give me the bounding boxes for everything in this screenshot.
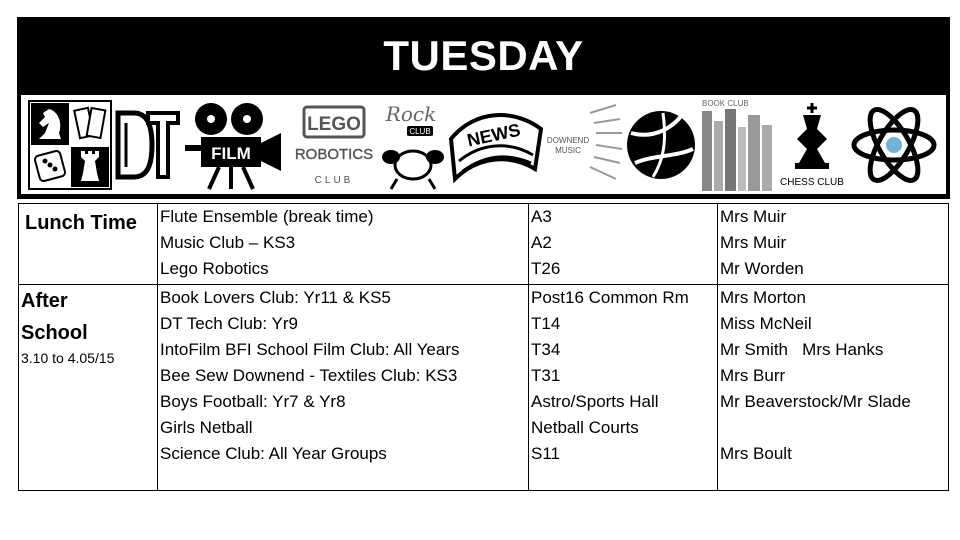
svg-text:CLUB: CLUB (408, 126, 431, 136)
rock-club-icon (381, 99, 445, 191)
lego-robotics-icon (292, 99, 380, 191)
staff-item: Mrs Morton (720, 288, 806, 307)
svg-text:MUSIC: MUSIC (555, 145, 582, 155)
club-icons-strip (17, 95, 950, 199)
book-club-icon (700, 97, 776, 193)
room-item: Post16 Common Rm (531, 288, 689, 307)
session-label: After (21, 290, 68, 312)
room-item: T14 (531, 314, 561, 333)
activity-item: Book Lovers Club: Yr11 & KS5 (160, 288, 391, 307)
svg-text:FILM: FILM (210, 143, 251, 163)
activity-item: DT Tech Club: Yr9 (160, 314, 298, 333)
svg-text:LEGO: LEGO (306, 113, 361, 135)
activity-item: Bee Sew Downend - Textiles Club: KS3 (160, 366, 458, 385)
svg-text:NEWS: NEWS (465, 119, 523, 151)
svg-text:BOOK CLUB: BOOK CLUB (702, 98, 749, 108)
downend-music-icon (546, 99, 622, 191)
svg-text:Rock: Rock (385, 101, 436, 126)
svg-text:DOWNEND: DOWNEND (547, 135, 590, 145)
session-time: 3.10 to 4.05/15 (21, 350, 115, 366)
activity-item: Flute Ensemble (break time) (160, 207, 374, 226)
activities-cell (158, 204, 529, 285)
newspaper-icon (445, 99, 545, 191)
netball-icon (623, 99, 699, 191)
staff-item (720, 415, 946, 441)
schedule-table (18, 203, 949, 491)
staff-item: Mrs Muir (720, 233, 787, 252)
table-row-after-school (19, 285, 949, 491)
room-item: T34 (531, 340, 561, 359)
room-item: T31 (531, 366, 561, 385)
staff-cell (718, 204, 949, 285)
dt-logo-icon (114, 105, 180, 185)
session-label-cell (19, 204, 158, 285)
room-item: Astro/Sports Hall (531, 392, 659, 411)
staff-item: Mrs Burr (720, 366, 786, 385)
staff-item: Mrs Boult (720, 444, 792, 463)
activity-item: Lego Robotics (160, 259, 269, 278)
staff-item: Mrs Muir (720, 207, 787, 226)
title-banner (17, 17, 950, 95)
staff-item: Miss McNeil (720, 314, 812, 333)
session-label: School (21, 322, 88, 344)
chess-club-icon (777, 99, 847, 191)
staff-item: Mr Worden (720, 259, 804, 278)
activities-cell (158, 285, 529, 491)
table-row-lunch (19, 204, 949, 285)
svg-text:CHESS CLUB: CHESS CLUB (780, 176, 844, 188)
atom-icon (848, 99, 940, 191)
session-label: Lunch Time (25, 212, 137, 234)
svg-text:ROBOTICS: ROBOTICS (294, 145, 373, 163)
activity-item: Music Club – KS3 (160, 233, 296, 252)
activity-item: IntoFilm BFI School Film Club: All Years (160, 340, 460, 359)
activity-item: Girls Netball (160, 418, 253, 437)
page-title: TUESDAY (383, 32, 584, 79)
rooms-cell (529, 285, 718, 491)
room-item: A3 (531, 207, 552, 226)
board-games-icon (27, 99, 113, 191)
film-camera-icon (181, 99, 291, 191)
staff-item: Mr Smith Mrs Hanks (720, 340, 884, 359)
activity-item: Science Club: All Year Groups (160, 444, 387, 463)
svg-text:CLUB: CLUB (314, 174, 354, 186)
room-item: Netball Courts (531, 418, 639, 437)
session-label-cell (19, 285, 158, 491)
room-item: S11 (531, 444, 560, 463)
staff-item: Mr Beaverstock/Mr Slade (720, 392, 911, 411)
activity-item: Boys Football: Yr7 & Yr8 (160, 392, 346, 411)
room-item: T26 (531, 259, 561, 278)
rooms-cell (529, 204, 718, 285)
staff-cell (718, 285, 949, 491)
room-item: A2 (531, 233, 552, 252)
